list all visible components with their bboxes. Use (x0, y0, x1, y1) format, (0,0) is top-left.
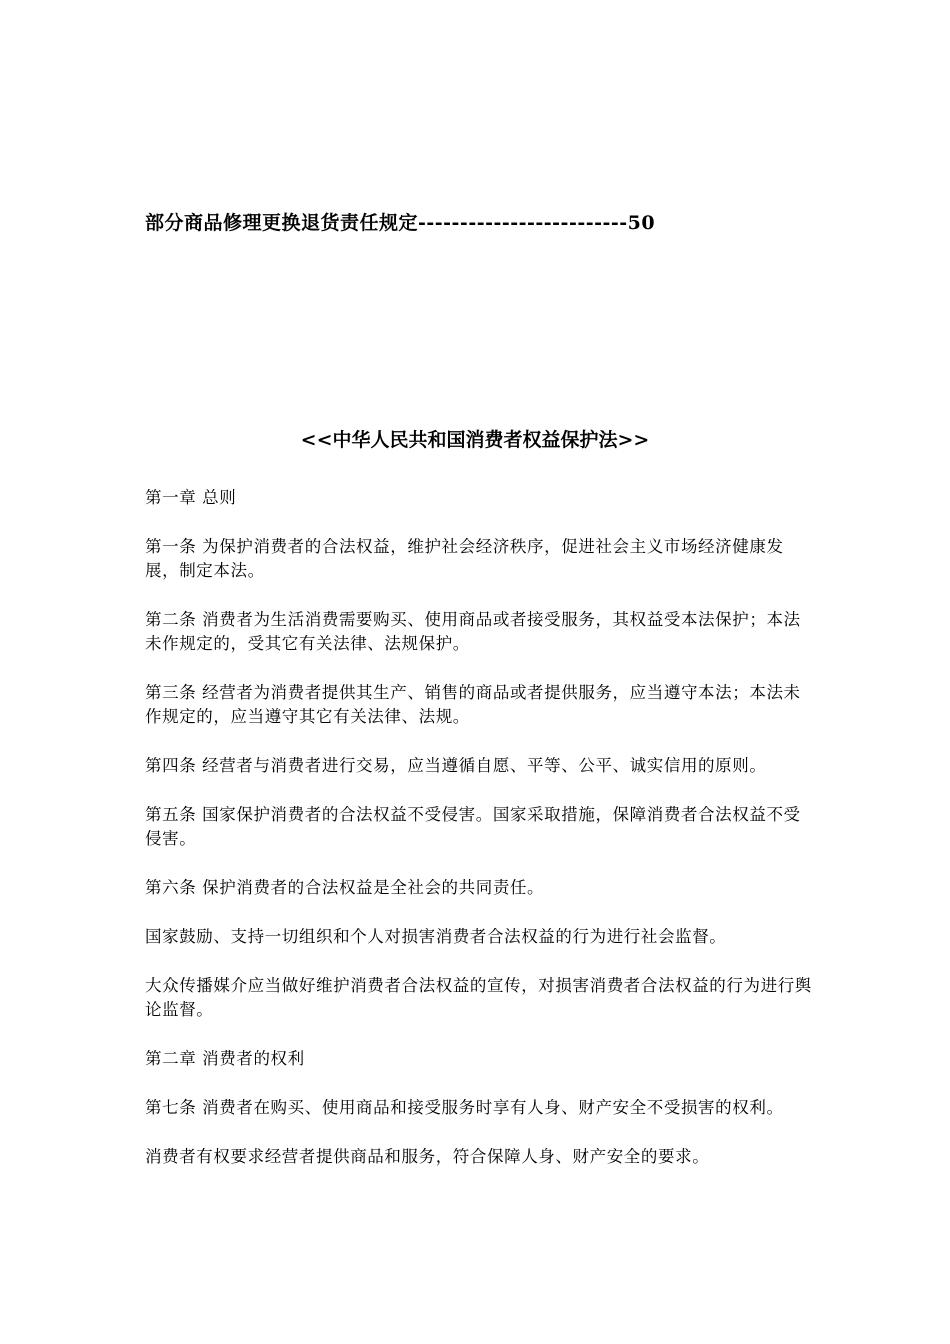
toc-entry: 部分商品修理更换退货责任规定-------------------------50 (145, 212, 656, 234)
article-paragraph: 第五条 国家保护消费者的合法权益不受侵害。国家采取措施，保障消费者合法权益不受侵害。 (145, 805, 801, 848)
article-paragraph: 第二条 消费者为生活消费需要购买、使用商品或者接受服务，其权益受本法保护；本法未作规定的，受其它有关法律、法规保护。 (145, 610, 801, 653)
article-paragraph: 第三条 经营者为消费者提供其生产、销售的商品或者提供服务，应当遵守本法；本法未作规定的，应当遵守其它有关法律、法规。 (145, 683, 801, 726)
document-body (145, 486, 815, 1194)
document-title: <<中华人民共和国消费者权益保护法>> (300, 429, 650, 451)
article-paragraph: 第六条 保护消费者的合法权益是全社会的共同责任。 (145, 878, 545, 897)
article-paragraph: 消费者有权要求经营者提供商品和服务，符合保障人身、财产安全的要求。 (145, 1147, 710, 1166)
article-paragraph: 第七条 消费者在购买、使用商品和接受服务时享有人身、财产安全不受损害的权利。 (145, 1098, 784, 1117)
article-paragraph: 第一条 为保护消费者的合法权益，维护社会经济秩序，促进社会主义市场经济健康发展，制定本法。 (145, 537, 784, 580)
article-paragraph: 第四条 经营者与消费者进行交易，应当遵循自愿、平等、公平、诚实信用的原则。 (145, 756, 767, 775)
chapter-heading: 第一章 总则 (145, 488, 237, 507)
chapter-heading: 第二章 消费者的权利 (145, 1049, 305, 1068)
article-paragraph: 大众传播媒介应当做好维护消费者合法权益的宣传，对损害消费者合法权益的行为进行舆论监督。 (145, 976, 812, 1019)
article-paragraph: 国家鼓励、支持一切组织和个人对损害消费者合法权益的行为进行社会监督。 (145, 927, 727, 946)
